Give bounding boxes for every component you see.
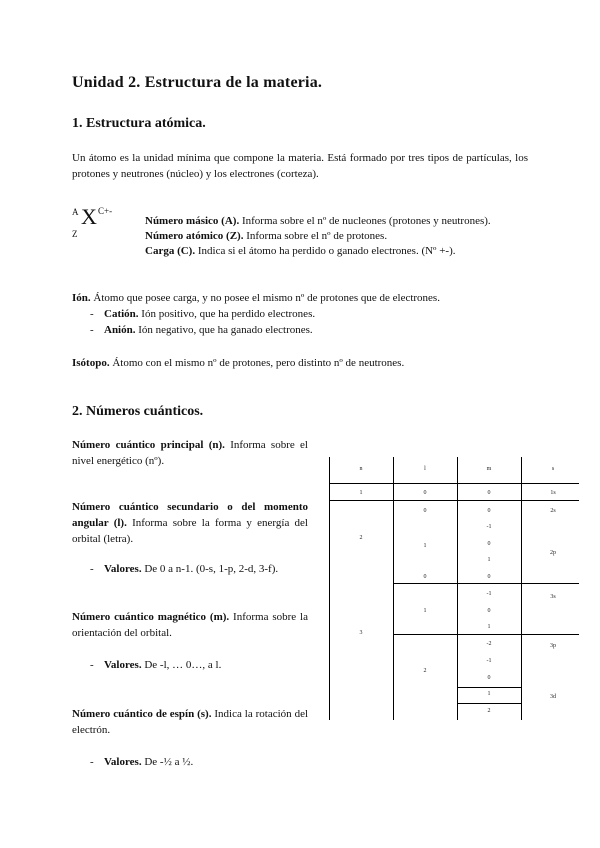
cell-l: 0	[423, 490, 427, 496]
values-term: Valores.	[104, 563, 142, 575]
table-border	[393, 634, 579, 635]
table-border	[457, 457, 458, 720]
cell-m: 0	[487, 574, 491, 580]
cell-n: 3	[359, 630, 363, 636]
cell-m: 1	[487, 557, 491, 563]
def-term: Número másico (A).	[145, 215, 240, 227]
cell-l: 1	[423, 608, 427, 614]
symbol-element: X	[81, 204, 97, 229]
cell-s: 3s	[550, 594, 556, 600]
cell-s: 3d	[550, 694, 556, 700]
values-text: De -½ a ½.	[141, 756, 194, 768]
cation-term: Catión.	[104, 308, 139, 320]
ion-text: Átomo que posee carga, y no posee el mismo nº de protones que de electrones.	[90, 292, 440, 304]
table-border	[393, 457, 394, 720]
cell-l: 2	[423, 668, 427, 674]
values-term: Valores.	[104, 659, 142, 671]
anion-text: Ión negativo, que ha ganado electrones.	[135, 324, 313, 336]
values-term: Valores.	[104, 756, 142, 768]
s-text: Indica la rotación del electrón.	[72, 708, 309, 736]
cell-n: 2	[359, 535, 363, 541]
dash: -	[90, 308, 94, 320]
table-border	[393, 583, 579, 584]
l-text: Informa sobre la forma y energía del orbital (letra).	[72, 517, 308, 545]
values-text: De 0 a n-1. (0-s, 1-p, 2-d, 3-f).	[141, 563, 279, 575]
cell-s: 1s	[550, 490, 556, 496]
section-heading-1: 1. Estructura atómica.	[72, 116, 206, 131]
cell-m: 2	[487, 708, 491, 714]
isotope-term: Isótopo.	[72, 357, 110, 369]
cell-m: 0	[487, 490, 491, 496]
cell-n: 1	[359, 490, 363, 496]
intro-paragraph: Un átomo es la unidad mínima que compone la materia. Está formado por tres tipos de partículas, los protones y neutrones (núcleo) y los electrones (corteza).	[72, 152, 528, 180]
def-text: Indica si el átomo ha perdido o ganado electrones. (Nº +-).	[195, 245, 456, 257]
s-term: Número cuántico de espín (s).	[72, 708, 212, 720]
def-text: Informa sobre el nº de nucleones (protones y neutrones).	[239, 215, 491, 227]
cell-s: 2p	[550, 550, 556, 556]
symbol-charge: C+-	[98, 206, 113, 216]
isotope-text: Átomo con el mismo nº de protones, pero distinto nº de neutrones.	[109, 357, 405, 369]
m-text: Informa sobre la orientación del orbital.	[72, 611, 308, 639]
cell-m: 0	[487, 508, 491, 514]
cell-m: 1	[487, 624, 491, 630]
table-border	[457, 703, 521, 704]
def-term: Carga (C).	[145, 245, 196, 257]
table-border	[457, 687, 521, 688]
header-n: n	[359, 466, 363, 472]
m-term: Número cuántico magnético (m).	[72, 611, 230, 623]
cell-l: 1	[423, 543, 427, 549]
cell-l: 0	[423, 574, 427, 580]
cell-m: 1	[487, 691, 491, 697]
table-border	[329, 483, 579, 484]
cell-m: 0	[487, 608, 491, 614]
dash: -	[90, 756, 94, 768]
cell-s: 3p	[550, 643, 556, 649]
table-border	[329, 500, 579, 501]
ion-term: Ión.	[72, 292, 91, 304]
cell-m: 0	[487, 541, 491, 547]
def-term: Número atómico (Z).	[145, 230, 244, 242]
anion-term: Anión.	[104, 324, 136, 336]
header-s: s	[551, 466, 555, 472]
cell-m: -1	[486, 524, 492, 530]
cell-l: 0	[423, 508, 427, 514]
header-l: l	[424, 466, 426, 472]
dash: -	[90, 324, 94, 336]
n-text: Informa sobre el nivel energético (nº).	[72, 439, 308, 467]
cell-m: 0	[487, 675, 491, 681]
values-text: De -l, … 0…, a l.	[141, 659, 222, 671]
cell-m: -1	[486, 591, 492, 597]
dash: -	[90, 659, 94, 671]
def-text: Informa sobre el nº de protones.	[243, 230, 388, 242]
section-heading-2: 2. Números cuánticos.	[72, 404, 204, 419]
page-title: Unidad 2. Estructura de la materia.	[72, 74, 323, 91]
l-term: Número cuántico secundario o del momento angular (l).	[72, 501, 308, 529]
dash: -	[90, 563, 94, 575]
table-border	[521, 457, 522, 720]
header-m: m	[486, 466, 492, 472]
cell-m: -1	[486, 658, 492, 664]
cation-text: Ión positivo, que ha perdido electrones.	[138, 308, 316, 320]
cell-s: 2s	[550, 508, 556, 514]
symbol-atomic-number: Z	[72, 229, 78, 239]
n-term: Número cuántico principal (n).	[72, 439, 225, 451]
table-border	[329, 457, 330, 720]
symbol-mass-number: A	[72, 207, 79, 217]
cell-m: -2	[486, 641, 492, 647]
